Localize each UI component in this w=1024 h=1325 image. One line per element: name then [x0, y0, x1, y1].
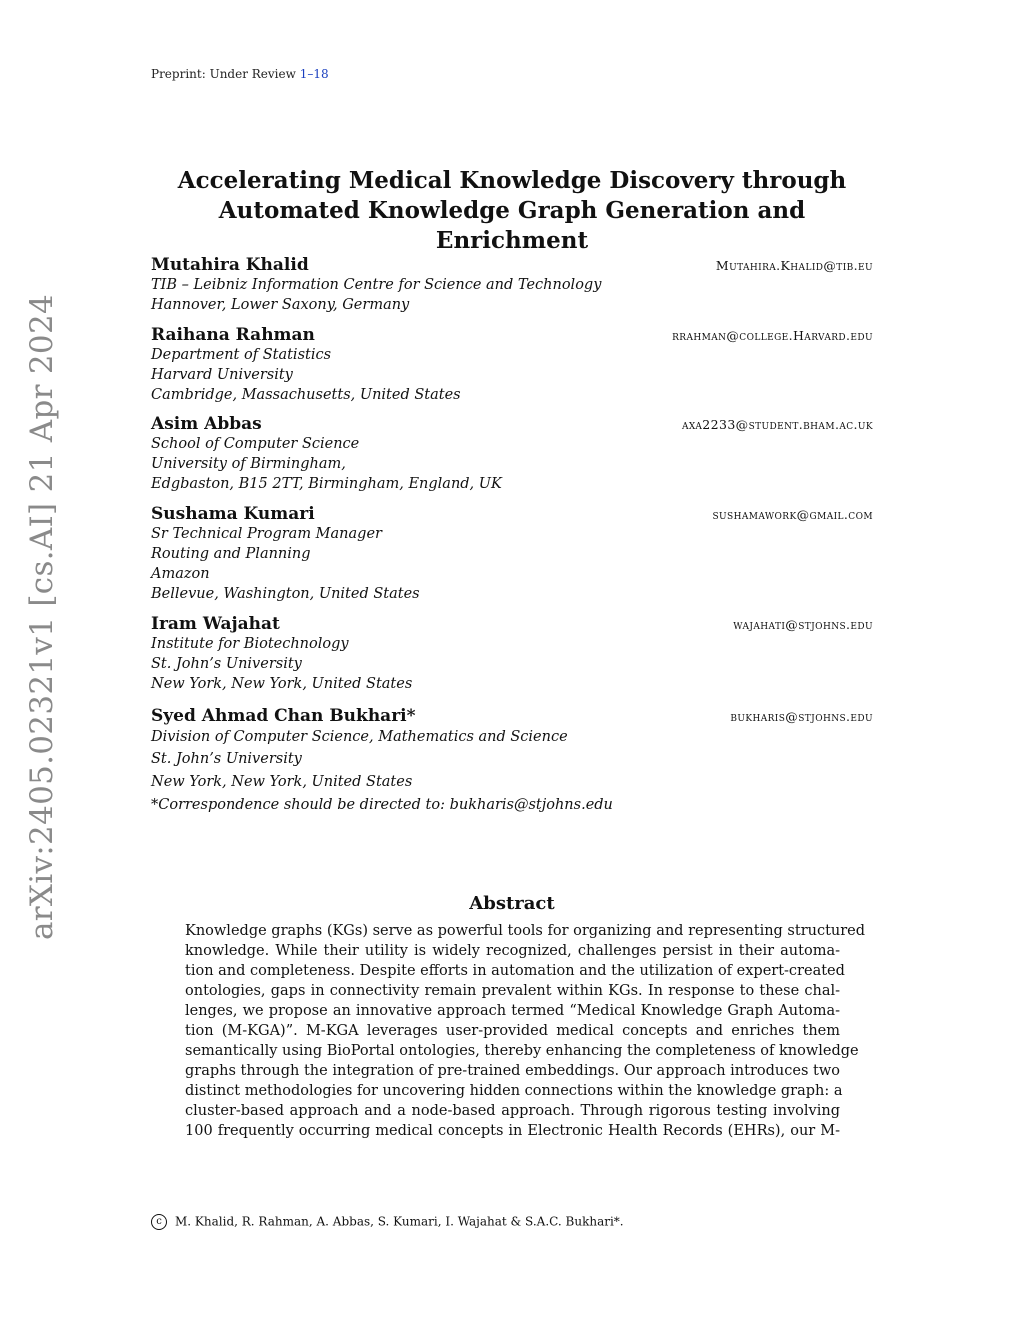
affiliation-line: Amazon — [151, 566, 210, 582]
abstract-line: tion (M-KGA)”. M-KGA leverages user-provided medical concepts and enriches them — [185, 1023, 840, 1039]
author-email[interactable]: bukharis@stjohns.edu — [730, 709, 873, 724]
affiliation-line: Division of Computer Science, Mathematics and Science — [151, 729, 568, 745]
author-block — [151, 414, 873, 494]
abstract-body — [185, 921, 866, 1141]
affiliation-line: Harvard University — [151, 367, 293, 383]
author-email[interactable]: Mutahira.Khalid@tib.eu — [715, 258, 873, 273]
abstract-line: ontologies, gaps in connectivity remain prevalent within KGs. In response to these chal- — [185, 983, 840, 999]
page-range-link[interactable]: 1–18 — [299, 67, 329, 81]
author-block — [151, 325, 873, 405]
abstract-line: knowledge. While their utility is widely recognized, challenges persist in their automa- — [185, 943, 840, 959]
affiliation-line: St. John’s University — [151, 656, 302, 672]
author-email[interactable]: sushamawork@gmail.com — [712, 507, 873, 522]
affiliation-line: University of Birmingham, — [151, 456, 346, 472]
author-name: Raihana Rahman — [151, 325, 315, 345]
title-line: Accelerating Medical Knowledge Discovery through — [177, 167, 847, 194]
abstract-line: cluster-based approach and a node-based approach. Through rigorous testing involving — [185, 1103, 840, 1119]
author-name: Syed Ahmad Chan Bukhari* — [151, 706, 416, 726]
abstract-line: Knowledge graphs (KGs) serve as powerful tools for organizing and representing structured — [185, 923, 866, 939]
author-block — [151, 706, 873, 816]
abstract-line: semantically using BioPortal ontologies, thereby enhancing the completeness of knowledge — [185, 1043, 859, 1059]
affiliation-line: Cambridge, Massachusetts, United States — [151, 387, 461, 403]
author-name: Mutahira Khalid — [151, 255, 309, 275]
copyright-icon: c — [151, 1214, 167, 1230]
affiliation-line: Routing and Planning — [151, 546, 311, 562]
preprint-label: Preprint: Under Review — [151, 67, 296, 81]
arxiv-stamp: arXiv:2405.02321v1 [cs.AI] 21 Apr 2024 — [24, 294, 60, 940]
author-block — [151, 504, 873, 604]
abstract-line: tion and completeness. Despite efforts in automation and the utilization of expert-created — [185, 963, 845, 979]
author-name: Iram Wajahat — [151, 614, 280, 634]
affiliation-line: Sr Technical Program Manager — [151, 526, 382, 542]
affiliation-line: Edgbaston, B15 2TT, Birmingham, England, UK — [151, 476, 502, 492]
affiliation-line: New York, New York, United States — [151, 774, 413, 790]
author-block — [151, 614, 873, 694]
author-email[interactable]: rrahman@college.Harvard.edu — [672, 328, 873, 343]
affiliation-line: Institute for Biotechnology — [151, 636, 349, 652]
affiliation-line: Bellevue, Washington, United States — [151, 586, 420, 602]
affiliation-line: St. John’s University — [151, 751, 302, 767]
abstract-line: graphs through the integration of pre-trained embeddings. Our approach introduces two — [185, 1063, 840, 1079]
copyright-footer — [151, 1214, 624, 1230]
paper-title — [140, 166, 884, 256]
author-email[interactable]: axa2233@student.bham.ac.uk — [681, 417, 873, 432]
affiliation-line: School of Computer Science — [151, 436, 360, 452]
abstract-line: lenges, we propose an innovative approach termed “Medical Knowledge Graph Automa- — [185, 1003, 840, 1019]
abstract-line: 100 frequently occurring medical concepts in Electronic Health Records (EHRs), our M- — [185, 1123, 840, 1139]
affiliation-line: Hannover, Lower Saxony, Germany — [151, 297, 410, 313]
preprint-header — [151, 67, 329, 81]
author-email[interactable]: wajahati@stjohns.edu — [733, 617, 873, 632]
correspondence-note: *Correspondence should be directed to: bukharis@stjohns.edu — [151, 797, 613, 813]
copyright-text: M. Khalid, R. Rahman, A. Abbas, S. Kumari, I. Wajahat & S.A.C. Bukhari*. — [175, 1214, 624, 1229]
affiliation-line: New York, New York, United States — [151, 676, 413, 692]
author-name: Sushama Kumari — [151, 504, 315, 524]
affiliation-line: Department of Statistics — [151, 347, 332, 363]
abstract-heading: Abstract — [469, 893, 555, 914]
author-name: Asim Abbas — [151, 414, 262, 434]
title-line: Automated Knowledge Graph Generation and Enrichment — [218, 197, 806, 254]
abstract-line: distinct methodologies for uncovering hidden connections within the knowledge graph: a — [185, 1083, 843, 1099]
affiliation-line: TIB – Leibniz Information Centre for Science and Technology — [151, 277, 602, 293]
author-block — [151, 255, 873, 315]
